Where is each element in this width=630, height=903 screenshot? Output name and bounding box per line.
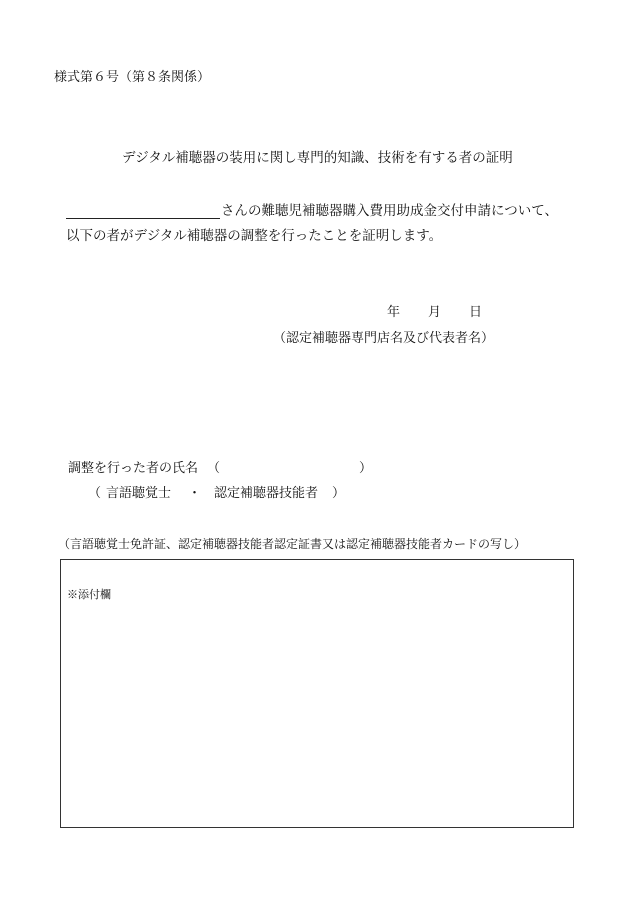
attachment-note: （言語聴覚士免許証、認定補聴器技能者認定証書又は認定補聴器技能者カードの写し） — [58, 537, 527, 551]
intro-line-1 — [66, 199, 558, 219]
intro-line-2: 以下の者がデジタル補聴器の調整を行ったことを証明します。 — [66, 228, 443, 244]
adjuster-name-paren-open: （ — [207, 461, 221, 476]
adjuster-name-paren-close: ） — [359, 461, 373, 476]
qualification-paren-close: ） — [332, 486, 346, 501]
document-title: デジタル補聴器の装用に関し専門的知識、技術を有する者の証明 — [122, 150, 513, 166]
date-year-label: 年 — [387, 305, 401, 320]
attachment-box-label: ※添付欄 — [67, 588, 111, 601]
date-month-label: 月 — [428, 305, 442, 320]
applicant-name-blank[interactable] — [66, 204, 220, 219]
qualification-speech-therapist: 言語聴覚士 — [106, 486, 172, 501]
intro-line-1-text: さんの難聴児補聴器購入費用助成金交付申請について、 — [221, 203, 558, 219]
date-day-label: 日 — [469, 305, 483, 320]
qualification-paren-open: （ — [88, 486, 102, 501]
qualification-separator: ・ — [188, 486, 202, 501]
adjuster-name-label: 調整を行った者の氏名 — [68, 461, 199, 476]
attachment-box — [60, 559, 574, 828]
qualification-certified-technician: 認定補聴器技能者 — [214, 486, 319, 501]
shop-name-label: （認定補聴器専門店名及び代表者名） — [273, 331, 495, 346]
form-number: 様式第６号（第８条関係） — [54, 70, 211, 85]
